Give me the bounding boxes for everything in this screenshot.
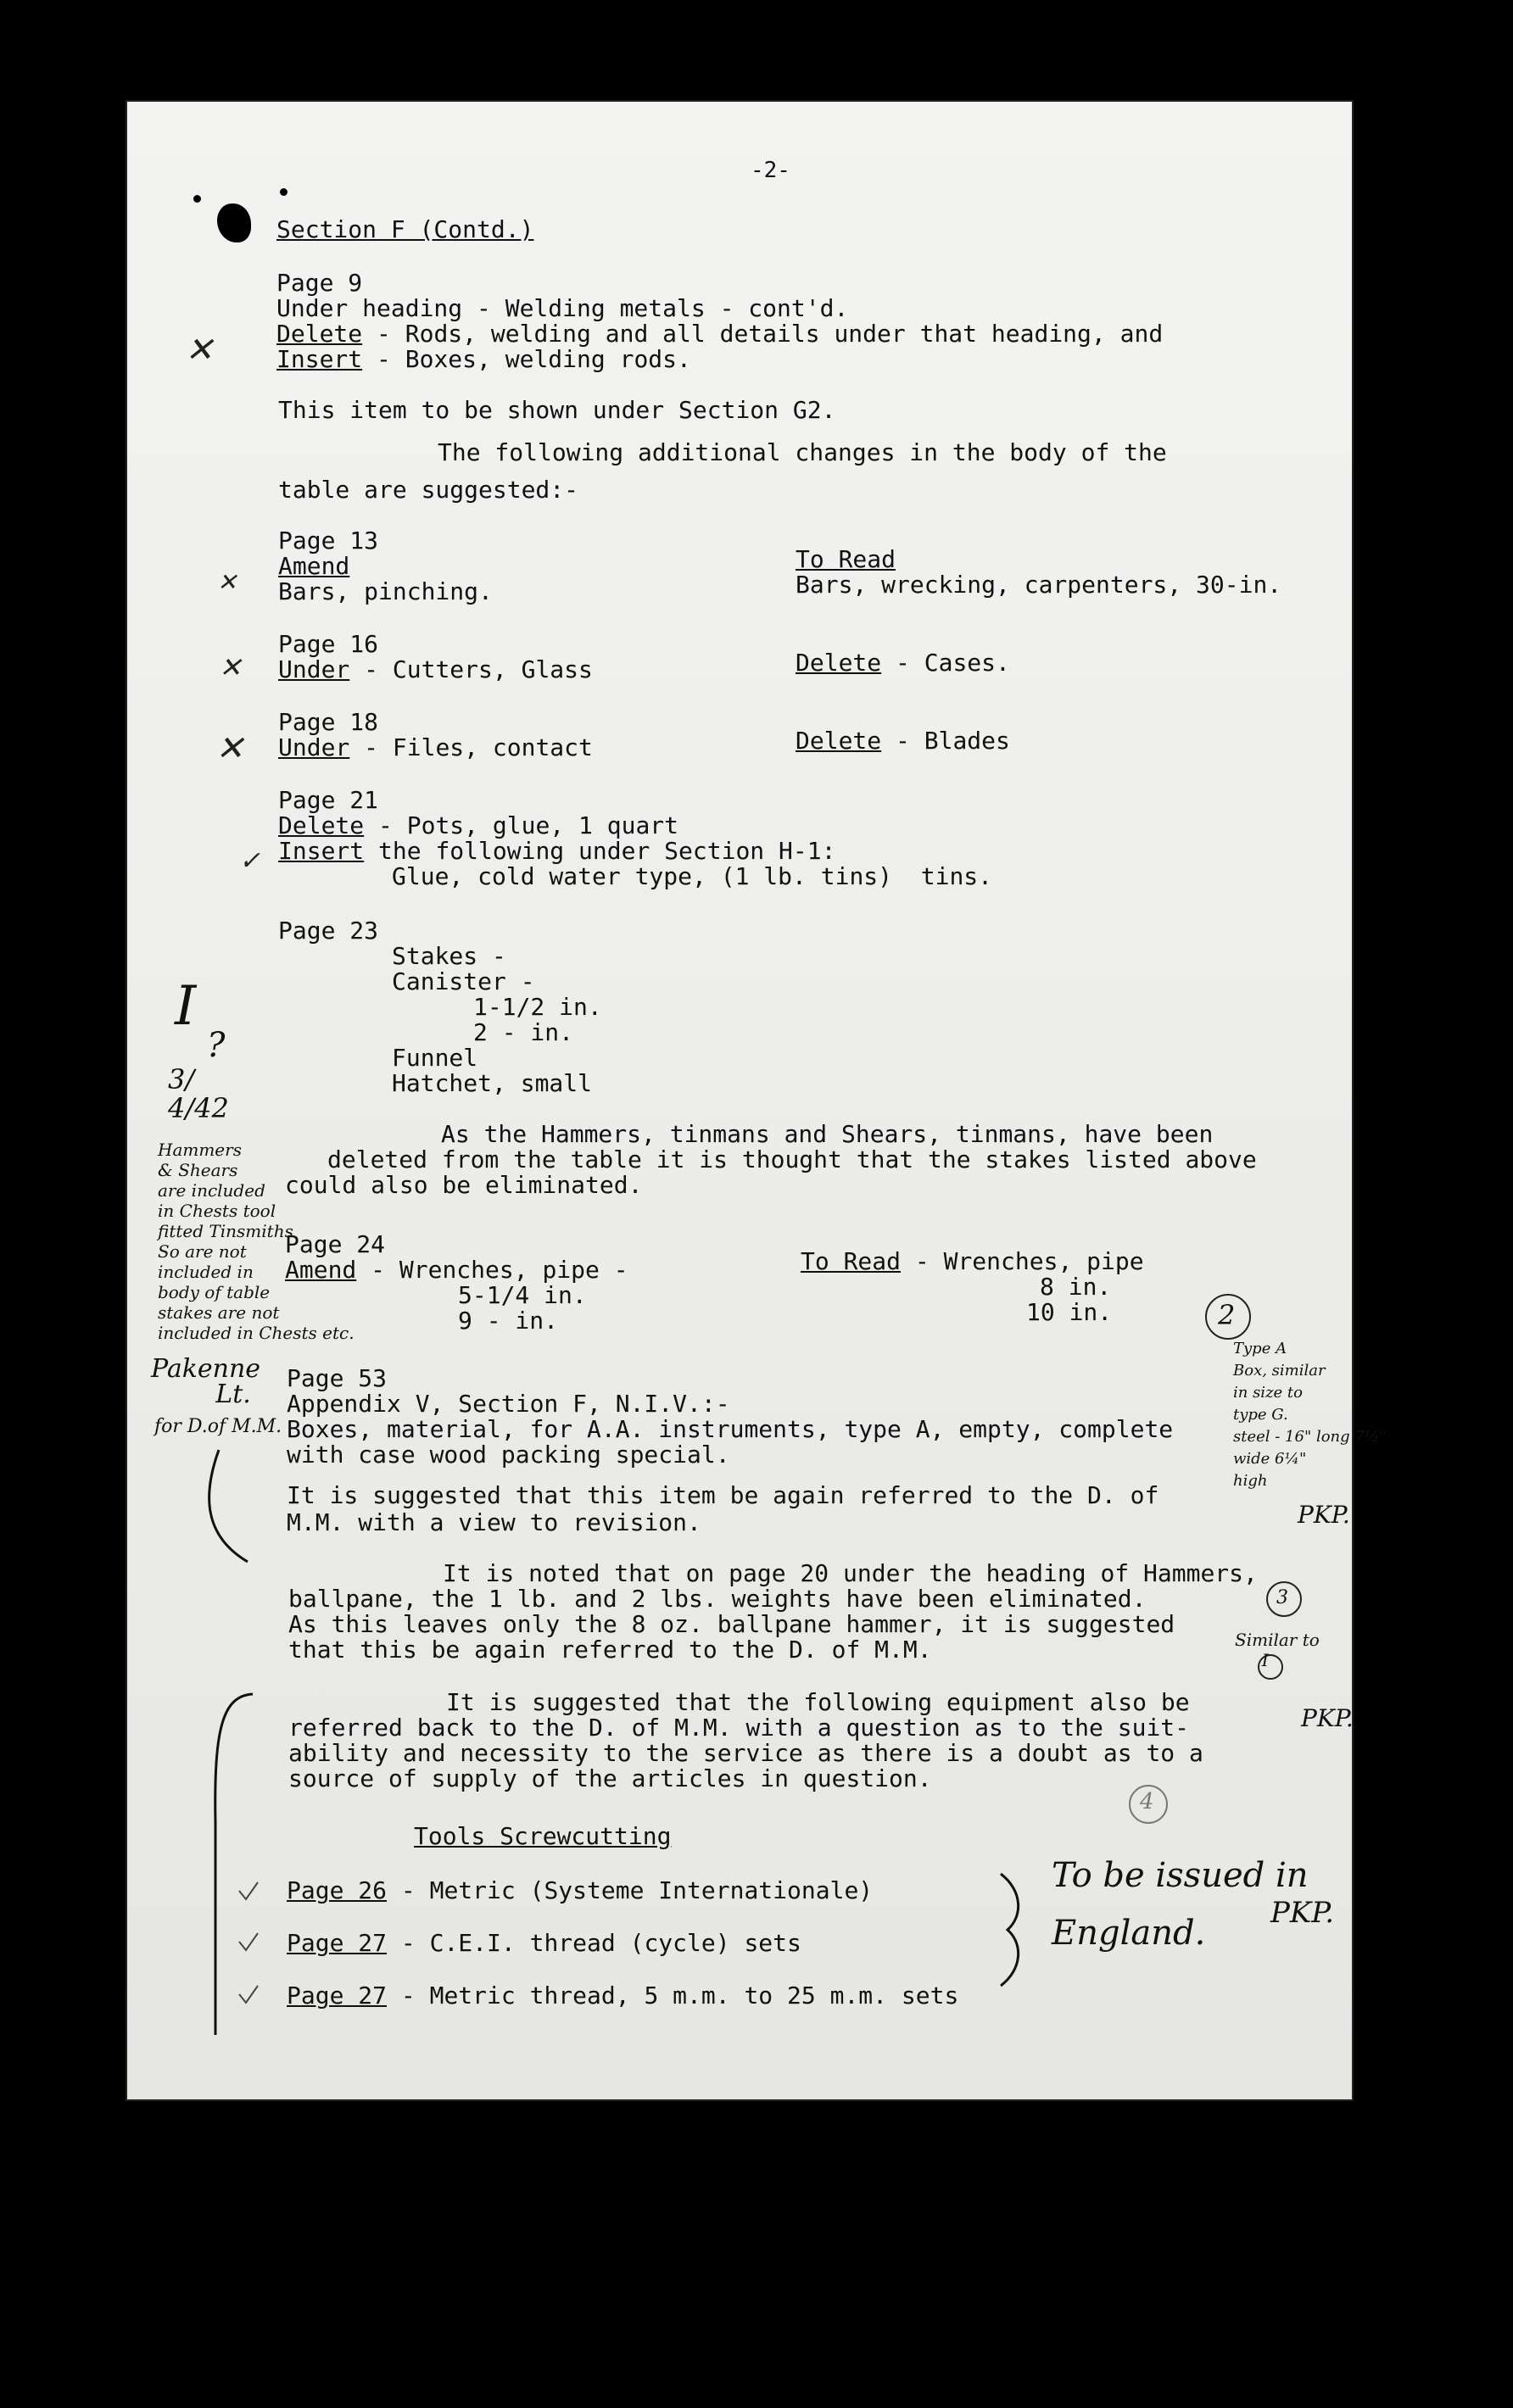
page9-line1: Under heading - Welding metals - cont'd. xyxy=(276,294,849,322)
tick-mark xyxy=(239,1933,258,1950)
equipment-line-3: ability and necessity to the service as there is a doubt as to a xyxy=(288,1739,1203,1767)
page24-amend-size: 5-1/4 in. xyxy=(458,1281,587,1309)
check-mark: ✓ xyxy=(239,846,261,876)
tools-row-page: Page 27 xyxy=(287,1982,388,2009)
under-text: - Cutters, Glass xyxy=(349,655,593,683)
stakes-para-3: could also be eliminated. xyxy=(285,1171,643,1199)
delete-label: Delete xyxy=(278,811,365,839)
insert-label: Insert xyxy=(276,345,363,373)
margin-date: 3/ 4/42 xyxy=(168,1063,229,1124)
check-mark: ✕ xyxy=(219,651,242,683)
similar-note: Similar to I xyxy=(1235,1630,1320,1670)
check-mark: ✕ xyxy=(215,729,244,768)
stakes-para-1: As the Hammers, tinmans and Shears, tinmans, have been xyxy=(441,1120,1214,1148)
insert-text: - Boxes, welding rods. xyxy=(362,345,691,373)
page53-line2: Boxes, material, for A.A. instruments, type A, empty, complete xyxy=(287,1415,1174,1443)
page53-heading: Page 53 xyxy=(287,1364,388,1392)
page23-item: 1-1/2 in. xyxy=(473,993,602,1021)
initials: PKP. xyxy=(1270,1896,1335,1930)
tools-row-page: Page 27 xyxy=(287,1929,388,1957)
under-text: - Files, contact xyxy=(349,733,593,761)
to-read-label: To Read xyxy=(801,1247,902,1275)
page23-item: Canister - xyxy=(392,967,535,995)
page24-amend-size: 9 - in. xyxy=(458,1307,559,1335)
under-label: Under xyxy=(278,655,350,683)
to-read-text: - Wrenches, pipe xyxy=(901,1247,1144,1275)
page53-sugg-2: M.M. with a view to revision. xyxy=(287,1508,701,1536)
circle-4-label: 4 xyxy=(1140,1789,1154,1814)
margin-bracket xyxy=(215,1694,253,2035)
stakes-para-2: deleted from the table it is thought that the stakes listed above xyxy=(327,1145,1257,1173)
tools-heading: Tools Screwcutting xyxy=(414,1822,672,1850)
amend-label: Amend xyxy=(285,1256,357,1284)
tools-row-text: - C.E.I. thread (cycle) sets xyxy=(387,1929,801,1957)
additional-line-1: The following additional changes in the body of the xyxy=(438,438,1167,466)
page-number: -2- xyxy=(751,158,790,183)
initials: PKP. xyxy=(1301,1704,1354,1732)
delete-text: - Pots, glue, 1 quart xyxy=(364,811,679,839)
delete-text: - Rods, welding and all details under that heading, and xyxy=(362,320,1164,348)
margin-bracket xyxy=(209,1450,248,1562)
tick-mark xyxy=(239,1882,258,1899)
page23-item: Hatchet, small xyxy=(392,1069,593,1097)
delete-label: Delete xyxy=(796,727,882,755)
hammers-line-2: ballpane, the 1 lb. and 2 lbs. weights have been eliminated. xyxy=(288,1585,1147,1613)
hammers-line-3: As this leaves only the 8 oz. ballpane hammer, it is suggested xyxy=(288,1610,1175,1638)
page53-sugg-1: It is suggested that this item be again referred to the D. of xyxy=(287,1481,1159,1509)
insert-label: Insert xyxy=(278,837,365,865)
initials: PKP. xyxy=(1298,1501,1350,1529)
margin-note: Hammers & Shears are included in Chests tool fitted Tinsmiths So are not included in body of table stakes are not included in Chests etc. xyxy=(158,1140,355,1343)
tools-row-text: - Metric thread, 5 m.m. to 25 m.m. sets xyxy=(387,1982,959,2009)
page24-heading: Page 24 xyxy=(285,1230,386,1258)
hammers-line-1: It is noted that on page 20 under the heading of Hammers, xyxy=(443,1559,1258,1587)
delete-text: - Blades xyxy=(881,727,1010,755)
circle-2-label: 2 xyxy=(1218,1299,1236,1331)
right-brace xyxy=(1001,1874,1019,1986)
page23-item: Funnel xyxy=(392,1044,478,1072)
margin-signature: Pakenne Lt. xyxy=(151,1354,261,1409)
additional-line-2: table are suggested:- xyxy=(278,476,579,504)
circle-3-label: 3 xyxy=(1276,1587,1288,1608)
under-label: Under xyxy=(278,733,350,761)
check-mark: ✕ xyxy=(185,331,214,370)
page24-to-read-size: 8 in. xyxy=(1040,1273,1112,1301)
page13-heading: Page 13 xyxy=(278,527,379,555)
margin-roman: I xyxy=(175,975,197,1038)
page23-item: Stakes - xyxy=(392,942,506,970)
equipment-line-1: It is suggested that the following equipment also be xyxy=(446,1688,1190,1716)
section-title: Section F (Contd.) xyxy=(276,215,534,243)
g2-note: This item to be shown under Section G2. xyxy=(278,396,836,424)
hammers-line-4: that this be again referred to the D. of M.M. xyxy=(288,1636,932,1664)
page23-heading: Page 23 xyxy=(278,917,379,945)
page21-glue-line: Glue, cold water type, (1 lb. tins) tins. xyxy=(392,862,993,890)
page13-amend-label: Amend xyxy=(278,552,350,580)
page9-heading: Page 9 xyxy=(276,269,363,297)
page21-heading: Page 21 xyxy=(278,786,379,814)
right-note: Type A Box, similar in size to type G. steel - 16" long 7½" wide 6¼" high xyxy=(1233,1340,1387,1490)
tools-row-page: Page 26 xyxy=(287,1876,388,1904)
equipment-line-4: source of supply of the articles in question. xyxy=(288,1764,932,1792)
delete-text: - Cases. xyxy=(881,649,1010,677)
page16-heading: Page 16 xyxy=(278,630,379,658)
page23-item: 2 - in. xyxy=(473,1018,574,1046)
amend-text: - Wrenches, pipe - xyxy=(356,1256,628,1284)
page24-to-read-size: 10 in. xyxy=(1026,1298,1113,1326)
page53-line1: Appendix V, Section F, N.I.V.:- xyxy=(287,1390,730,1418)
to-be-issued-note: To be issued in England. xyxy=(1052,1856,1309,1953)
check-mark: ✕ xyxy=(217,568,237,596)
insert-text: the following under Section H-1: xyxy=(364,837,836,865)
page18-heading: Page 18 xyxy=(278,708,379,736)
tick-mark xyxy=(239,1986,258,2003)
equipment-line-2: referred back to the D. of M.M. with a question as to the suit- xyxy=(288,1714,1190,1742)
tools-row-text: - Metric (Systeme Internationale) xyxy=(387,1876,874,1904)
margin-question: ? xyxy=(207,1026,226,1065)
margin-for: for D.of M.M. xyxy=(154,1416,282,1437)
page13-to-read-label: To Read xyxy=(796,545,896,573)
page53-line3: with case wood packing special. xyxy=(287,1441,730,1469)
page13-to-read-text: Bars, wrecking, carpenters, 30-in. xyxy=(796,571,1282,599)
delete-label: Delete xyxy=(796,649,882,677)
page13-amend-text: Bars, pinching. xyxy=(278,577,493,605)
delete-label: Delete xyxy=(276,320,363,348)
